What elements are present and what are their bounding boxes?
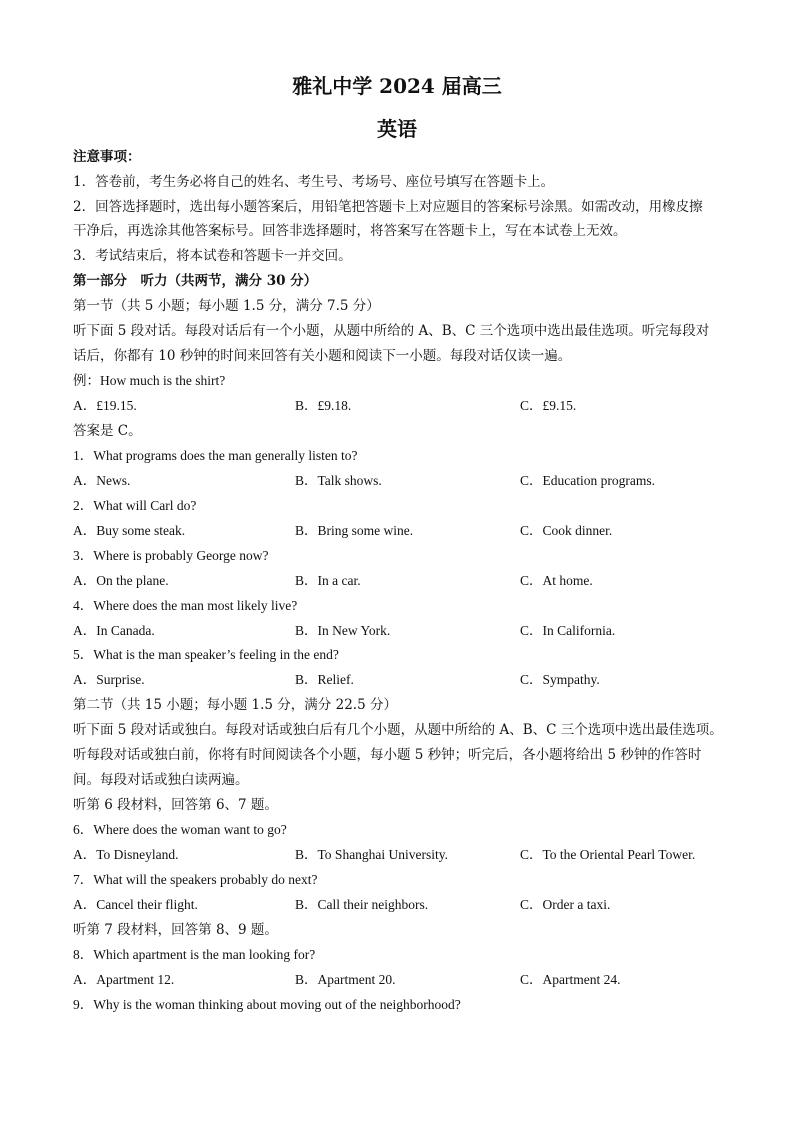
option-a: A．Surprise. [73,672,145,687]
question-7: 7．What will the speakers probably do next? [73,872,318,887]
option-c: C．In California. [520,623,616,638]
section2-instructions: 听下面 5 段对话或独白。每段对话或独白后有几个小题，从题中所给的 A、B、C 三个选项中选出最佳选项。 [73,722,723,738]
question-9: 9．Why is the woman thinking about moving out of the neighborhood? [73,997,461,1012]
example-answer: 答案是 C。 [73,423,142,439]
option-b: B．Bring some wine. [295,523,414,538]
section1-instructions: 话后，你都有 10 秒钟的时间来回答有关小题和阅读下一小题。每段对话仅读一遍。 [73,348,572,364]
section2-instructions: 听每段对话或独白前，你将有时间阅读各个小题，每小题 5 秒钟；听完后，各小题将给出 5 秒钟的作答时 [73,747,702,763]
question-3: 3．Where is probably George now? [73,548,269,563]
option-b: B．Apartment 20. [295,972,396,987]
option-c: C．At home. [520,573,593,588]
option-b: B．In a car. [295,573,361,588]
example-option-a: A．£19.15. [73,398,137,413]
question-5: 5．What is the man speaker’s feeling in the end? [73,647,339,662]
material-7-heading: 听第 7 段材料，回答第 8、9 题。 [73,922,278,938]
question-4: 4．Where does the man most likely live? [73,598,298,613]
option-a: A．Cancel their flight. [73,897,198,912]
option-b: B．Talk shows. [295,473,382,488]
question-8: 8．Which apartment is the man looking for? [73,947,316,962]
example-question: 例：How much is the shirt? [73,373,226,388]
option-c: C．Apartment 24. [520,972,621,987]
option-a: A．To Disneyland. [73,847,179,862]
example-option-b: B．£9.18. [295,398,352,413]
note-item: 干净后，再选涂其他答案标号。回答非选择题时，将答案写在答题卡上，写在本试卷上无效。 [73,223,627,239]
material-6-heading: 听第 6 段材料，回答第 6、7 题。 [73,797,278,813]
section1-instructions: 听下面 5 段对话。每段对话后有一个小题，从题中所给的 A、B、C 三个选项中选出最佳选项。听完每段对 [73,323,710,339]
option-c: C．Order a taxi. [520,897,611,912]
exam-subject: 英语 [377,117,417,141]
option-a: A．Buy some steak. [73,523,186,538]
notes-heading: 注意事项： [73,149,141,165]
section2-instructions: 间。每段对话或独白读两遍。 [73,772,249,788]
option-a: A．In Canada. [73,623,155,638]
question-1: 1．What programs does the man generally listen to? [73,448,358,463]
option-b: B．Call their neighbors. [295,897,429,912]
option-c: C．To the Oriental Pearl Tower. [520,847,696,862]
option-b: B．To Shanghai University. [295,847,449,862]
question-2: 2．What will Carl do? [73,498,197,513]
option-b: B．In New York. [295,623,391,638]
option-a: A．News. [73,473,131,488]
option-c: C．Sympathy. [520,672,600,687]
option-c: C．Education programs. [520,473,655,488]
section2-heading: 第二节（共 15 小题；每小题 1.5 分，满分 22.5 分） [73,697,397,713]
note-item: 3．考试结束后，将本试卷和答题卡一并交回。 [73,248,352,264]
question-6: 6．Where does the woman want to go? [73,822,287,837]
option-b: B．Relief. [295,672,354,687]
section1-heading: 第一节（共 5 小题；每小题 1.5 分，满分 7.5 分） [73,298,380,314]
note-item: 2．回答选择题时，选出每小题答案后，用铅笔把答题卡上对应题目的答案标号涂黑。如需改动，用橡皮擦 [73,199,703,215]
option-a: A．Apartment 12. [73,972,175,987]
example-option-c: C．£9.15. [520,398,577,413]
exam-title: 雅礼中学 2024 届高三 [292,74,502,98]
part1-heading: 第一部分 听力（共两节，满分 30 分） [73,273,318,289]
option-c: C．Cook dinner. [520,523,613,538]
note-item: 1．答卷前，考生务必将自己的姓名、考生号、考场号、座位号填写在答题卡上。 [73,174,555,190]
option-a: A．On the plane. [73,573,169,588]
